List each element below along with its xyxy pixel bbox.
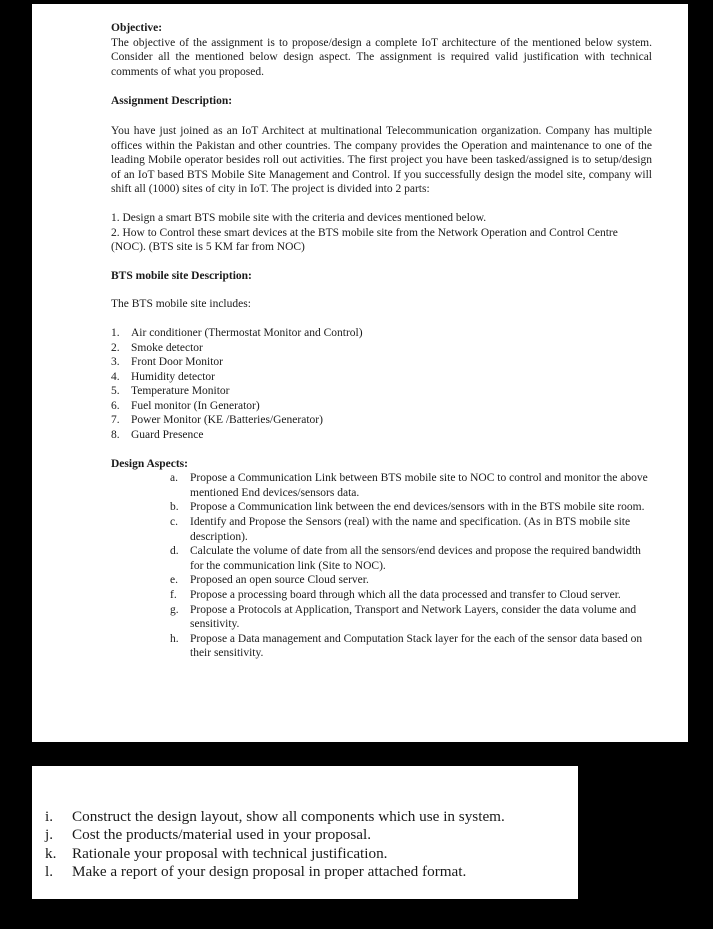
bts-heading: BTS mobile site Description: [111,269,252,282]
list-item: b. Propose a Communication link between the end devices/sensors with in the BTS mobile site room. [170,501,645,514]
list-item: l. Make a report of your design proposal in proper attached format. [45,863,467,881]
list-item: c. Identify and Propose the Sensors (real) with the name and specification. (As in BTS mobile site description). [170,516,631,543]
assignment-text: You have just joined as an IoT Architect at multinational Telecommunication organization. Company has multiple offices within the Pakistan and other countries. The company provides the Operation and maintenance to one of the leading Mobile operator besides roll out activities. The first project you have been tasked/assigned is to setup/design of an IoT based BTS Mobile Site Management and Control. If you successfully design the model site, company will shift all (1000) sites of city in IoT. The project is divided into 2 parts: [111,124,652,196]
project-part-1: 1. Design a smart BTS mobile site with the criteria and devices mentioned below. [111,211,487,224]
list-item: i. Construct the design layout, show all components which use in system. [45,808,505,825]
additional-tasks-page [32,766,578,899]
list-item: 3. Front Door Monitor [111,356,223,369]
design-heading: Design Aspects: [111,457,188,470]
list-item: j. Cost the products/material used in your proposal. [45,826,372,844]
list-item: a. Propose a Communication Link between BTS mobile site to NOC to control and monitor the above mentioned End devices/sensors data. [170,472,648,499]
list-item: e. Proposed an open source Cloud server. [170,574,369,587]
assignment-page [32,4,688,742]
list-item: 5. Temperature Monitor [111,385,230,398]
list-item: 1. Air conditioner (Thermostat Monitor and Control) [111,326,363,339]
list-item: 8. Guard Presence [111,429,204,442]
list-item: h. Propose a Data management and Computation Stack layer for the each of the sensor data based on their sensitivity. [170,632,643,660]
list-item: 7. Power Monitor (KE /Batteries/Generator) [111,414,323,427]
list-item: k. Rationale your proposal with technical justification. [45,844,388,862]
list-item: 6. Fuel monitor (In Generator) [111,399,260,412]
bts-device-list [111,326,652,443]
objective-heading: Objective: [111,22,163,34]
design-aspects-list [170,471,652,661]
list-item: f. Propose a processing board through which all the data processed and transfer to Cloud server. [170,589,621,601]
list-item: g. Propose a Protocols at Application, Transport and Network Layers, consider the data volume and sensitivity. [170,603,637,631]
bts-intro: The BTS mobile site includes: [111,298,251,311]
assignment-heading: Assignment Description: [111,95,233,108]
project-part-2: 2. How to Control these smart devices at the BTS mobile site from the Network Operation and Control Centre (NOC). (BTS site is 5 KM far from NOC) [111,226,618,254]
list-item: d. Calculate the volume of date from all the sensors/end devices and propose the required bandwidth for the communication link (Site to NOC). [170,545,641,572]
objective-text: The objective of the assignment is to propose/design a complete IoT architecture of the mentioned below system. Consider all the mentioned below design aspect. The assignment is required valid justification with technical comments of what you proposed. [111,36,652,78]
list-item: 4. Humidity detector [111,370,215,383]
additional-tasks-list [45,808,568,882]
list-item: 2. Smoke detector [111,341,203,354]
